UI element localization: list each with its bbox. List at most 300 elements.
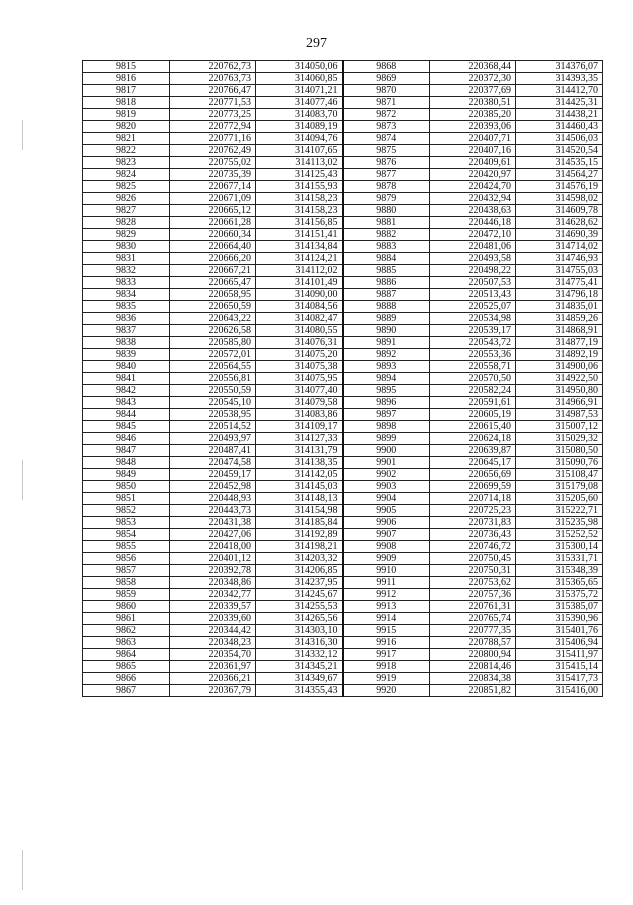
point-number-cell: 9821 — [83, 133, 170, 145]
point-number-cell: 9913 — [343, 601, 430, 613]
table-row — [83, 301, 603, 313]
y-coordinate-cell: 314950,80 — [516, 385, 603, 397]
y-coordinate-cell: 314796,18 — [516, 289, 603, 301]
x-coordinate-cell: 220761,31 — [430, 601, 516, 613]
point-number-cell: 9849 — [83, 469, 170, 481]
x-coordinate-cell: 220368,44 — [430, 61, 516, 73]
x-coordinate-cell: 220564,55 — [170, 361, 256, 373]
x-coordinate-cell: 220438,63 — [430, 205, 516, 217]
point-number-cell: 9862 — [83, 625, 170, 637]
table-row — [83, 649, 603, 661]
point-number-cell: 9828 — [83, 217, 170, 229]
x-coordinate-cell: 220498,22 — [430, 265, 516, 277]
point-number-cell: 9875 — [343, 145, 430, 157]
y-coordinate-cell: 314245,67 — [256, 589, 343, 601]
point-number-cell: 9841 — [83, 373, 170, 385]
point-number-cell: 9838 — [83, 337, 170, 349]
x-coordinate-cell: 220656,69 — [430, 469, 516, 481]
table-row — [83, 265, 603, 277]
x-coordinate-cell: 220401,12 — [170, 553, 256, 565]
point-number-cell: 9851 — [83, 493, 170, 505]
point-number-cell: 9896 — [343, 397, 430, 409]
point-number-cell: 9882 — [343, 229, 430, 241]
table-row — [83, 457, 603, 469]
scan-margin-mark — [22, 850, 23, 890]
y-coordinate-cell: 314127,33 — [256, 433, 343, 445]
x-coordinate-cell: 220431,38 — [170, 517, 256, 529]
point-number-cell: 9907 — [343, 529, 430, 541]
y-coordinate-cell: 314094,76 — [256, 133, 343, 145]
point-number-cell: 9905 — [343, 505, 430, 517]
point-number-cell: 9872 — [343, 109, 430, 121]
y-coordinate-cell: 314185,84 — [256, 517, 343, 529]
x-coordinate-cell: 220474,58 — [170, 457, 256, 469]
x-coordinate-cell: 220755,02 — [170, 157, 256, 169]
x-coordinate-cell: 220666,20 — [170, 253, 256, 265]
table-row — [83, 517, 603, 529]
x-coordinate-cell: 220664,40 — [170, 241, 256, 253]
y-coordinate-cell: 315385,07 — [516, 601, 603, 613]
x-coordinate-cell: 220658,95 — [170, 289, 256, 301]
y-coordinate-cell: 314576,19 — [516, 181, 603, 193]
y-coordinate-cell: 314316,30 — [256, 637, 343, 649]
y-coordinate-cell: 315222,71 — [516, 505, 603, 517]
point-number-cell: 9854 — [83, 529, 170, 541]
x-coordinate-cell: 220525,07 — [430, 301, 516, 313]
x-coordinate-cell: 220538,95 — [170, 409, 256, 421]
y-coordinate-cell: 315007,12 — [516, 421, 603, 433]
x-coordinate-cell: 220556,81 — [170, 373, 256, 385]
point-number-cell: 9879 — [343, 193, 430, 205]
x-coordinate-cell: 220380,51 — [430, 97, 516, 109]
y-coordinate-cell: 315252,52 — [516, 529, 603, 541]
point-number-cell: 9901 — [343, 457, 430, 469]
x-coordinate-cell: 220366,21 — [170, 673, 256, 685]
point-number-cell: 9823 — [83, 157, 170, 169]
x-coordinate-cell: 220773,25 — [170, 109, 256, 121]
point-number-cell: 9860 — [83, 601, 170, 613]
y-coordinate-cell: 314868,91 — [516, 325, 603, 337]
y-coordinate-cell: 314628,62 — [516, 217, 603, 229]
point-number-cell: 9824 — [83, 169, 170, 181]
point-number-cell: 9817 — [83, 85, 170, 97]
point-number-cell: 9884 — [343, 253, 430, 265]
x-coordinate-cell: 220432,94 — [430, 193, 516, 205]
x-coordinate-cell: 220834,38 — [430, 673, 516, 685]
x-coordinate-cell: 220766,47 — [170, 85, 256, 97]
table-row — [83, 601, 603, 613]
y-coordinate-cell: 315375,72 — [516, 589, 603, 601]
y-coordinate-cell: 314113,02 — [256, 157, 343, 169]
x-coordinate-cell: 220448,93 — [170, 493, 256, 505]
y-coordinate-cell: 314125,43 — [256, 169, 343, 181]
x-coordinate-cell: 220339,57 — [170, 601, 256, 613]
y-coordinate-cell: 314090,00 — [256, 289, 343, 301]
y-coordinate-cell: 314520,54 — [516, 145, 603, 157]
table-row — [83, 385, 603, 397]
x-coordinate-cell: 220667,21 — [170, 265, 256, 277]
table-row — [83, 637, 603, 649]
table-row — [83, 181, 603, 193]
y-coordinate-cell: 314084,56 — [256, 301, 343, 313]
table-row — [83, 169, 603, 181]
point-number-cell: 9895 — [343, 385, 430, 397]
y-coordinate-cell: 314203,32 — [256, 553, 343, 565]
table-row — [83, 133, 603, 145]
x-coordinate-cell: 220714,18 — [430, 493, 516, 505]
x-coordinate-cell: 220671,09 — [170, 193, 256, 205]
y-coordinate-cell: 315080,50 — [516, 445, 603, 457]
point-number-cell: 9889 — [343, 313, 430, 325]
point-number-cell: 9867 — [83, 685, 170, 697]
x-coordinate-cell: 220735,39 — [170, 169, 256, 181]
point-number-cell: 9892 — [343, 349, 430, 361]
y-coordinate-cell: 314376,07 — [516, 61, 603, 73]
x-coordinate-cell: 220615,40 — [430, 421, 516, 433]
table-row — [83, 493, 603, 505]
x-coordinate-cell: 220725,23 — [430, 505, 516, 517]
scan-margin-mark — [22, 460, 23, 500]
y-coordinate-cell: 314412,70 — [516, 85, 603, 97]
table-row — [83, 433, 603, 445]
x-coordinate-cell: 220731,83 — [430, 517, 516, 529]
y-coordinate-cell: 314265,56 — [256, 613, 343, 625]
point-number-cell: 9902 — [343, 469, 430, 481]
x-coordinate-cell: 220361,97 — [170, 661, 256, 673]
point-number-cell: 9852 — [83, 505, 170, 517]
point-number-cell: 9866 — [83, 673, 170, 685]
y-coordinate-cell: 314900,06 — [516, 361, 603, 373]
y-coordinate-cell: 314138,35 — [256, 457, 343, 469]
point-number-cell: 9820 — [83, 121, 170, 133]
x-coordinate-cell: 220762,49 — [170, 145, 256, 157]
point-number-cell: 9886 — [343, 277, 430, 289]
table-row — [83, 505, 603, 517]
x-coordinate-cell: 220771,53 — [170, 97, 256, 109]
x-coordinate-cell: 220493,97 — [170, 433, 256, 445]
point-number-cell: 9918 — [343, 661, 430, 673]
y-coordinate-cell: 315090,76 — [516, 457, 603, 469]
point-number-cell: 9850 — [83, 481, 170, 493]
x-coordinate-cell: 220553,36 — [430, 349, 516, 361]
y-coordinate-cell: 314746,93 — [516, 253, 603, 265]
x-coordinate-cell: 220800,94 — [430, 649, 516, 661]
coordinate-table-body — [83, 61, 603, 697]
y-coordinate-cell: 315029,32 — [516, 433, 603, 445]
point-number-cell: 9919 — [343, 673, 430, 685]
point-number-cell: 9891 — [343, 337, 430, 349]
table-row — [83, 577, 603, 589]
table-row — [83, 349, 603, 361]
y-coordinate-cell: 314101,49 — [256, 277, 343, 289]
point-number-cell: 9912 — [343, 589, 430, 601]
x-coordinate-cell: 220459,17 — [170, 469, 256, 481]
point-number-cell: 9874 — [343, 133, 430, 145]
point-number-cell: 9864 — [83, 649, 170, 661]
y-coordinate-cell: 314255,53 — [256, 601, 343, 613]
x-coordinate-cell: 220624,18 — [430, 433, 516, 445]
y-coordinate-cell: 314145,03 — [256, 481, 343, 493]
y-coordinate-cell: 315179,08 — [516, 481, 603, 493]
point-number-cell: 9859 — [83, 589, 170, 601]
y-coordinate-cell: 314690,39 — [516, 229, 603, 241]
x-coordinate-cell: 220543,72 — [430, 337, 516, 349]
y-coordinate-cell: 314134,84 — [256, 241, 343, 253]
y-coordinate-cell: 314714,02 — [516, 241, 603, 253]
x-coordinate-cell: 220626,58 — [170, 325, 256, 337]
y-coordinate-cell: 315331,71 — [516, 553, 603, 565]
x-coordinate-cell: 220699,59 — [430, 481, 516, 493]
y-coordinate-cell: 315416,00 — [516, 685, 603, 697]
point-number-cell: 9885 — [343, 265, 430, 277]
point-number-cell: 9894 — [343, 373, 430, 385]
x-coordinate-cell: 220427,06 — [170, 529, 256, 541]
table-row — [83, 625, 603, 637]
y-coordinate-cell: 315300,14 — [516, 541, 603, 553]
y-coordinate-cell: 315411,97 — [516, 649, 603, 661]
y-coordinate-cell: 314077,40 — [256, 385, 343, 397]
y-coordinate-cell: 315417,73 — [516, 673, 603, 685]
table-row — [83, 109, 603, 121]
table-row — [83, 481, 603, 493]
table-row — [83, 97, 603, 109]
y-coordinate-cell: 314198,21 — [256, 541, 343, 553]
point-number-cell: 9857 — [83, 565, 170, 577]
table-row — [83, 325, 603, 337]
x-coordinate-cell: 220750,45 — [430, 553, 516, 565]
y-coordinate-cell: 314155,93 — [256, 181, 343, 193]
point-number-cell: 9877 — [343, 169, 430, 181]
x-coordinate-cell: 220385,20 — [430, 109, 516, 121]
x-coordinate-cell: 220443,73 — [170, 505, 256, 517]
y-coordinate-cell: 315348,39 — [516, 565, 603, 577]
table-row — [83, 289, 603, 301]
point-number-cell: 9899 — [343, 433, 430, 445]
y-coordinate-cell: 314154,98 — [256, 505, 343, 517]
x-coordinate-cell: 220757,36 — [430, 589, 516, 601]
x-coordinate-cell: 220750,31 — [430, 565, 516, 577]
x-coordinate-cell: 220493,58 — [430, 253, 516, 265]
table-row — [83, 445, 603, 457]
table-row — [83, 673, 603, 685]
point-number-cell: 9878 — [343, 181, 430, 193]
y-coordinate-cell: 314192,89 — [256, 529, 343, 541]
point-number-cell: 9819 — [83, 109, 170, 121]
point-number-cell: 9826 — [83, 193, 170, 205]
x-coordinate-cell: 220348,86 — [170, 577, 256, 589]
x-coordinate-cell: 220339,60 — [170, 613, 256, 625]
x-coordinate-cell: 220645,17 — [430, 457, 516, 469]
point-number-cell: 9858 — [83, 577, 170, 589]
page-number: 297 — [306, 36, 327, 51]
x-coordinate-cell: 220788,57 — [430, 637, 516, 649]
x-coordinate-cell: 220746,72 — [430, 541, 516, 553]
x-coordinate-cell: 220665,47 — [170, 277, 256, 289]
point-number-cell: 9832 — [83, 265, 170, 277]
y-coordinate-cell: 314050,06 — [256, 61, 343, 73]
y-coordinate-cell: 315406,94 — [516, 637, 603, 649]
x-coordinate-cell: 220344,42 — [170, 625, 256, 637]
y-coordinate-cell: 314609,78 — [516, 205, 603, 217]
x-coordinate-cell: 220407,16 — [430, 145, 516, 157]
table-row — [83, 145, 603, 157]
x-coordinate-cell: 220585,80 — [170, 337, 256, 349]
x-coordinate-cell: 220643,22 — [170, 313, 256, 325]
point-number-cell: 9880 — [343, 205, 430, 217]
point-number-cell: 9836 — [83, 313, 170, 325]
y-coordinate-cell: 315365,65 — [516, 577, 603, 589]
y-coordinate-cell: 315415,14 — [516, 661, 603, 673]
y-coordinate-cell: 314835,01 — [516, 301, 603, 313]
x-coordinate-cell: 220420,97 — [430, 169, 516, 181]
x-coordinate-cell: 220481,06 — [430, 241, 516, 253]
y-coordinate-cell: 314082,47 — [256, 313, 343, 325]
x-coordinate-cell: 220514,52 — [170, 421, 256, 433]
point-number-cell: 9900 — [343, 445, 430, 457]
table-row — [83, 241, 603, 253]
point-number-cell: 9839 — [83, 349, 170, 361]
point-number-cell: 9835 — [83, 301, 170, 313]
x-coordinate-cell: 220452,98 — [170, 481, 256, 493]
x-coordinate-cell: 220736,43 — [430, 529, 516, 541]
y-coordinate-cell: 315205,60 — [516, 493, 603, 505]
table-row — [83, 421, 603, 433]
y-coordinate-cell: 314148,13 — [256, 493, 343, 505]
table-row — [83, 229, 603, 241]
x-coordinate-cell: 220354,70 — [170, 649, 256, 661]
table-row — [83, 565, 603, 577]
point-number-cell: 9847 — [83, 445, 170, 457]
table-row — [83, 85, 603, 97]
point-number-cell: 9898 — [343, 421, 430, 433]
table-row — [83, 205, 603, 217]
point-number-cell: 9910 — [343, 565, 430, 577]
x-coordinate-cell: 220765,74 — [430, 613, 516, 625]
x-coordinate-cell: 220639,87 — [430, 445, 516, 457]
y-coordinate-cell: 314877,19 — [516, 337, 603, 349]
point-number-cell: 9888 — [343, 301, 430, 313]
y-coordinate-cell: 314075,95 — [256, 373, 343, 385]
y-coordinate-cell: 314060,85 — [256, 73, 343, 85]
point-number-cell: 9830 — [83, 241, 170, 253]
x-coordinate-cell: 220550,59 — [170, 385, 256, 397]
y-coordinate-cell: 314966,91 — [516, 397, 603, 409]
point-number-cell: 9842 — [83, 385, 170, 397]
y-coordinate-cell: 314077,46 — [256, 97, 343, 109]
table-row — [83, 121, 603, 133]
y-coordinate-cell: 314158,23 — [256, 205, 343, 217]
x-coordinate-cell: 220558,71 — [430, 361, 516, 373]
x-coordinate-cell: 220487,41 — [170, 445, 256, 457]
x-coordinate-cell: 220582,24 — [430, 385, 516, 397]
x-coordinate-cell: 220418,00 — [170, 541, 256, 553]
table-row — [83, 373, 603, 385]
y-coordinate-cell: 314071,21 — [256, 85, 343, 97]
y-coordinate-cell: 314393,35 — [516, 73, 603, 85]
point-number-cell: 9816 — [83, 73, 170, 85]
table-row — [83, 337, 603, 349]
y-coordinate-cell: 314080,55 — [256, 325, 343, 337]
point-number-cell: 9840 — [83, 361, 170, 373]
x-coordinate-cell: 220650,59 — [170, 301, 256, 313]
x-coordinate-cell: 220472,10 — [430, 229, 516, 241]
x-coordinate-cell: 220545,10 — [170, 397, 256, 409]
point-number-cell: 9887 — [343, 289, 430, 301]
point-number-cell: 9818 — [83, 97, 170, 109]
coordinate-table — [82, 60, 603, 697]
x-coordinate-cell: 220446,18 — [430, 217, 516, 229]
table-row — [83, 589, 603, 601]
point-number-cell: 9856 — [83, 553, 170, 565]
point-number-cell: 9868 — [343, 61, 430, 73]
x-coordinate-cell: 220572,01 — [170, 349, 256, 361]
x-coordinate-cell: 220409,61 — [430, 157, 516, 169]
table-row — [83, 529, 603, 541]
x-coordinate-cell: 220367,79 — [170, 685, 256, 697]
y-coordinate-cell: 314076,31 — [256, 337, 343, 349]
point-number-cell: 9893 — [343, 361, 430, 373]
point-number-cell: 9903 — [343, 481, 430, 493]
x-coordinate-cell: 220772,94 — [170, 121, 256, 133]
y-coordinate-cell: 314083,86 — [256, 409, 343, 421]
table-row — [83, 361, 603, 373]
table-row — [83, 157, 603, 169]
y-coordinate-cell: 314859,26 — [516, 313, 603, 325]
x-coordinate-cell: 220661,28 — [170, 217, 256, 229]
point-number-cell: 9831 — [83, 253, 170, 265]
point-number-cell: 9865 — [83, 661, 170, 673]
y-coordinate-cell: 314089,19 — [256, 121, 343, 133]
point-number-cell: 9833 — [83, 277, 170, 289]
point-number-cell: 9909 — [343, 553, 430, 565]
point-number-cell: 9911 — [343, 577, 430, 589]
y-coordinate-cell: 314598,02 — [516, 193, 603, 205]
point-number-cell: 9853 — [83, 517, 170, 529]
y-coordinate-cell: 314535,15 — [516, 157, 603, 169]
point-number-cell: 9845 — [83, 421, 170, 433]
point-number-cell: 9883 — [343, 241, 430, 253]
point-number-cell: 9855 — [83, 541, 170, 553]
x-coordinate-cell: 220534,98 — [430, 313, 516, 325]
table-row — [83, 217, 603, 229]
x-coordinate-cell: 220377,69 — [430, 85, 516, 97]
x-coordinate-cell: 220665,12 — [170, 205, 256, 217]
point-number-cell: 9829 — [83, 229, 170, 241]
y-coordinate-cell: 315235,98 — [516, 517, 603, 529]
y-coordinate-cell: 314892,19 — [516, 349, 603, 361]
point-number-cell: 9914 — [343, 613, 430, 625]
y-coordinate-cell: 315401,76 — [516, 625, 603, 637]
table-row — [83, 685, 603, 697]
point-number-cell: 9825 — [83, 181, 170, 193]
point-number-cell: 9915 — [343, 625, 430, 637]
table-row — [83, 313, 603, 325]
x-coordinate-cell: 220762,73 — [170, 61, 256, 73]
x-coordinate-cell: 220591,61 — [430, 397, 516, 409]
y-coordinate-cell: 314131,79 — [256, 445, 343, 457]
x-coordinate-cell: 220851,82 — [430, 685, 516, 697]
y-coordinate-cell: 314158,23 — [256, 193, 343, 205]
y-coordinate-cell: 314156,85 — [256, 217, 343, 229]
y-coordinate-cell: 314237,95 — [256, 577, 343, 589]
table-row — [83, 613, 603, 625]
y-coordinate-cell: 314109,17 — [256, 421, 343, 433]
x-coordinate-cell: 220605,19 — [430, 409, 516, 421]
point-number-cell: 9863 — [83, 637, 170, 649]
point-number-cell: 9917 — [343, 649, 430, 661]
point-number-cell: 9843 — [83, 397, 170, 409]
x-coordinate-cell: 220777,35 — [430, 625, 516, 637]
